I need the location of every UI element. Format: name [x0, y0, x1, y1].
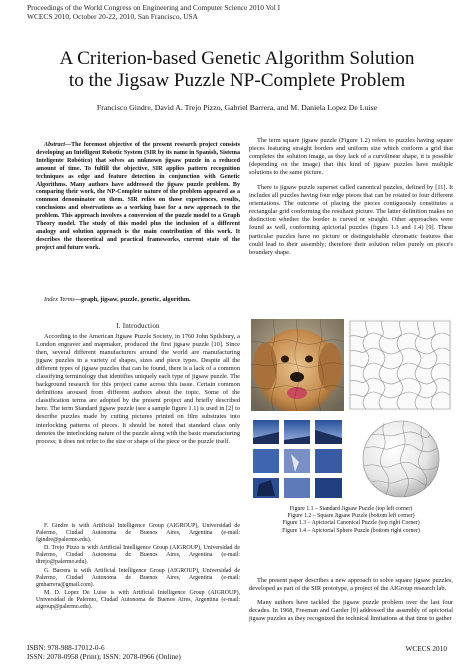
section-heading-introduction: I. Introduction: [116, 322, 160, 330]
abstract: [36, 142, 240, 253]
title-line-1: A Criterion-based Genetic Algorithm Solution: [59, 48, 415, 69]
footer-issn: ISSN: 2078-0958 (Print); ISSN: 2078-0966 (Online): [27, 651, 181, 661]
footnote: F. Gindre is with Artificial Intelligence Group (AIGROUP), Universidad de Palermo, Ciudad Autonoma de Buenos Aires, Argentina (e-mail: fgindre@palermo.edu).: [36, 523, 240, 544]
paragraph: There is jigsaw puzzle superset called canonical puzzles, defined by [11]. It includes all puzzles having four edge pieces that can be rotated to four different orientations. The outcome of placing the pieces contiguously constitutes a rectangular grid conforming the resultant picture. The latter definition makes no distinction whether the border is curved or straight. Other approaches were found as well, conforming apictorial puzzles (figure 1.3 and 1.4) [9]. These particular puzzles have no picture or distinguishable chromatic features that could lead to their assembly; therefore their solution relies purely on piece's boundary shape.: [249, 184, 453, 256]
index-terms-text: —graph, jigsaw, puzzle, genetic, algorithm.: [74, 296, 191, 303]
footnotes: [36, 523, 240, 612]
paper-title: [0, 48, 474, 92]
footer-isbn: ISBN: 978-988-17012-0-6: [27, 643, 105, 652]
paragraph: Many authors have tackled the jigsaw puzzle problem over the last four decades. In 1968, Freeman and Garder [9] addressed the assembly of apictorial jigsaw puzzles as they recognized the technical limitations at that time to gather: [249, 599, 453, 623]
paragraph: The present paper describes a new approach to solve square jigsaw puzzles, developed as part of the SIR prototype, a project of the AIGroup research lab.: [249, 577, 453, 593]
figure-apictorial-canonical-puzzle: [348, 319, 452, 411]
author-list: Francisco Gindre, David A. Trejo Pizzo, Gabriel Barrera, and M. Daniela Lopez De Luise: [96, 103, 378, 112]
figure-caption: Figure 1.3 – Apictorial Canonical Puzzle (top right Corner): [282, 520, 420, 527]
footnote: G. Barrera is with Artificial Intelligence Group (AIGROUP), Universidad de Palermo, Ciudad Autonoma de Buenos Aires, Argentina (e-mail: gmbarrera@gmail.com).: [36, 567, 240, 588]
left-column-body: [36, 333, 240, 448]
figure-square-jigsaw-puzzle: [251, 418, 344, 500]
right-column-body-continued: [249, 577, 453, 629]
index-terms-label: Index Terms: [44, 296, 75, 303]
title-line-2: to the Jigsaw Puzzle NP-Complete Problem: [68, 70, 406, 91]
page-footer-left: [27, 644, 181, 661]
header-line-1: Proceedings of the World Congress on Engineering and Computer Science 2010 Vol I: [27, 3, 281, 12]
figure-captions: [249, 506, 453, 535]
figure-apictorial-sphere-puzzle: [360, 418, 442, 500]
running-header: [27, 3, 280, 21]
figure-caption: Figure 1.2 – Square Jigsaw Puzzle (bottom left corner): [287, 513, 415, 520]
paragraph: According to the American Jigsaw Puzzle Society, in 1760 John Spilsbury, a London engraver and mapmaker, produced the first jigsaw puzzle [10]. Since then, several different manufacturers around the world are manufacturing jigsaw puzzles in a variety of shapes, sizes and piece types. Despite all the different types of jigsaw puzzles that can be found, there is a lack of a common classifying terminology that identifies uniquely each type of jigsaw puzzle. The background research for this project came across this issue. Certain common definitions aroused from different authors about the topic. Some of the classification terms are adopted by the present project and briefly described here. The term Standard jigsaw puzzle (see a sample figure 1.1) is used in [2] to describe puzzles made by cutting pictures printed on film substrates into interlocking patterns of pieces. It should be noted that standard class only denotes the interlocking nature of the puzzle along with the basic manufacturing process; it does not refer to the size or shape of the piece or the puzzle itself.: [36, 333, 240, 445]
right-column-body: [249, 137, 453, 264]
index-terms: [36, 296, 240, 303]
abstract-text: —The foremost objective of the present research project consists developing an Intelligent Robotic System (SIR by its name in Spanish, Sistema Inteligente Robótico) that solves an unknown jigsaw puzzle in a reduced amount of time. To fulfill the objective, SIR applies pattern recognition techniques as edge and feature detection in conjunction with Genetic Algorithms. Many authors have addressed the jigsaw puzzle problem. By comparing their work, the NP-Complete nature of the problem appeared as a common denominator on them. SIR relies on those experiences, results, conclusions and observations as a working base for a new approach to the problem. This approach involves a conversion of the puzzle model to a Graph Theory model. The study of this model plus the inclusion of a different analogy and solution approach is the main contribution of this work. It describes the theoretical and practical frameworks, current state of the project and future work.: [36, 142, 240, 251]
abstract-label: Abstract: [44, 142, 65, 148]
page-footer-right: WCECS 2010: [405, 644, 447, 653]
figure-standard-jigsaw-dog: [251, 319, 344, 411]
figure-caption: Figure 1.4 – Apictorial Sphere Puzzle (bottom right corner): [282, 527, 420, 534]
paragraph: The term square jigsaw puzzle (Figure 1.2) refers to puzzles having square pieces featuring straight borders and uniform size which conform a grid that completes the solution image, as they lack of a curvilinear shape, it is possible (depending on the image) that this kind of jigsaw puzzles have multiple solutions to the same picture.: [249, 137, 453, 177]
header-line-2: WCECS 2010, October 20-22, 2010, San Francisco, USA: [27, 12, 198, 21]
footnote: M. D. Lopez De Luise is with Artificial Intelligence Group (AIGROUP), Universidad de Palermo, Ciudad Autonoma de Buenos Aires, Argentina (e-mail: aigroup@palermo.edu).: [36, 589, 240, 611]
figure-caption: Figure 1.1 – Standard Jigsaw Puzzle (top left corner): [289, 506, 413, 512]
footnote: D. Trejo Pizzo is with Artificial Intelligence Group (AIGROUP), Universidad de Palermo, Ciudad Autonoma de Buenos Aires, Argentina (e-mail: dtrejo@palermo.edu).: [36, 545, 240, 566]
